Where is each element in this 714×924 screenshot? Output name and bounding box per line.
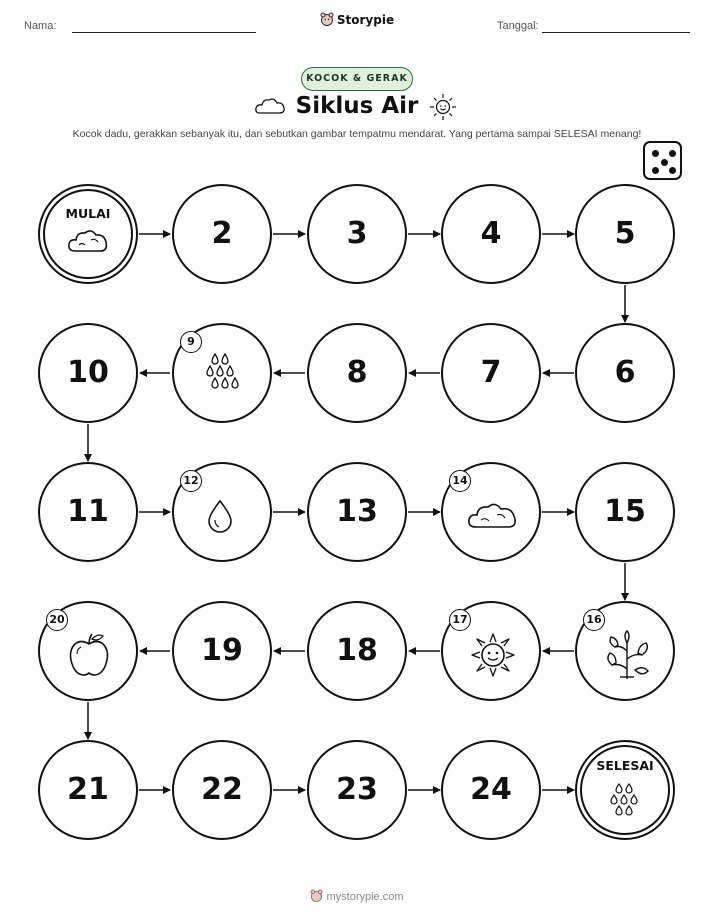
space-number: 18 xyxy=(336,633,378,668)
date-label: Tanggal: xyxy=(497,20,539,32)
space-13[interactable] xyxy=(307,462,407,562)
space-6[interactable] xyxy=(575,323,675,423)
space-number: 5 xyxy=(614,216,636,251)
space-number-tag: 12 xyxy=(180,470,202,492)
space-number: 23 xyxy=(336,772,378,807)
water-drop-icon xyxy=(207,499,233,537)
space-number: 6 xyxy=(614,355,636,390)
space-11[interactable] xyxy=(38,462,138,562)
finish-label: SELESAI xyxy=(596,758,654,773)
space-number-tag: 20 xyxy=(46,609,68,631)
raindrops-icon xyxy=(610,782,642,826)
cloud-icon xyxy=(467,500,519,536)
space-number: 15 xyxy=(604,494,646,529)
space-10[interactable] xyxy=(38,323,138,423)
space-23[interactable] xyxy=(307,740,407,840)
space-number-tag: 9 xyxy=(180,331,202,353)
space-number: 3 xyxy=(346,216,368,251)
space-number: 7 xyxy=(480,355,502,390)
space-number: 22 xyxy=(201,772,243,807)
space-number: 21 xyxy=(67,772,109,807)
name-label: Nama: xyxy=(24,20,57,32)
space-number: 8 xyxy=(346,355,368,390)
space-number-tag: 17 xyxy=(449,609,471,631)
instructions: Kocok dadu, gerakkan sebanyak itu, dan sebutkan gambar tempatmu mendarat. Yang pertama sampai SELESAI menang! xyxy=(72,128,642,140)
space-number: 2 xyxy=(211,216,233,251)
space-number: 4 xyxy=(480,216,502,251)
space-22[interactable] xyxy=(172,740,272,840)
space-21[interactable] xyxy=(38,740,138,840)
space-24[interactable] xyxy=(441,740,541,840)
page-title: Siklus Air xyxy=(295,93,419,119)
apple-icon xyxy=(67,630,111,682)
space-4[interactable] xyxy=(441,184,541,284)
space-8[interactable] xyxy=(307,323,407,423)
space-2[interactable] xyxy=(172,184,272,284)
category-badge: KOCOK & GERAK xyxy=(301,67,413,91)
space-15[interactable] xyxy=(575,462,675,562)
start-label: MULAI xyxy=(65,206,111,221)
space-5[interactable] xyxy=(575,184,675,284)
space-start[interactable] xyxy=(38,184,138,284)
space-number: 10 xyxy=(67,355,109,390)
space-number: 13 xyxy=(336,494,378,529)
footer-url[interactable]: mystorypie.com xyxy=(326,890,404,903)
space-3[interactable] xyxy=(307,184,407,284)
brand-name: Storypie xyxy=(336,13,395,27)
space-number: 19 xyxy=(201,633,243,668)
cloud-icon xyxy=(67,226,109,260)
storypie-logo-icon xyxy=(310,889,323,905)
sun-icon xyxy=(468,630,518,684)
space-number-tag: 14 xyxy=(449,470,471,492)
plant-icon xyxy=(602,629,652,685)
space-7[interactable] xyxy=(441,323,541,423)
raindrops-icon xyxy=(205,352,241,402)
space-number-tag: 16 xyxy=(583,609,605,631)
space-finish[interactable] xyxy=(575,740,675,840)
footer xyxy=(0,889,714,905)
space-19[interactable] xyxy=(172,601,272,701)
space-18[interactable] xyxy=(307,601,407,701)
space-number: 24 xyxy=(470,772,512,807)
space-number: 11 xyxy=(67,494,109,529)
